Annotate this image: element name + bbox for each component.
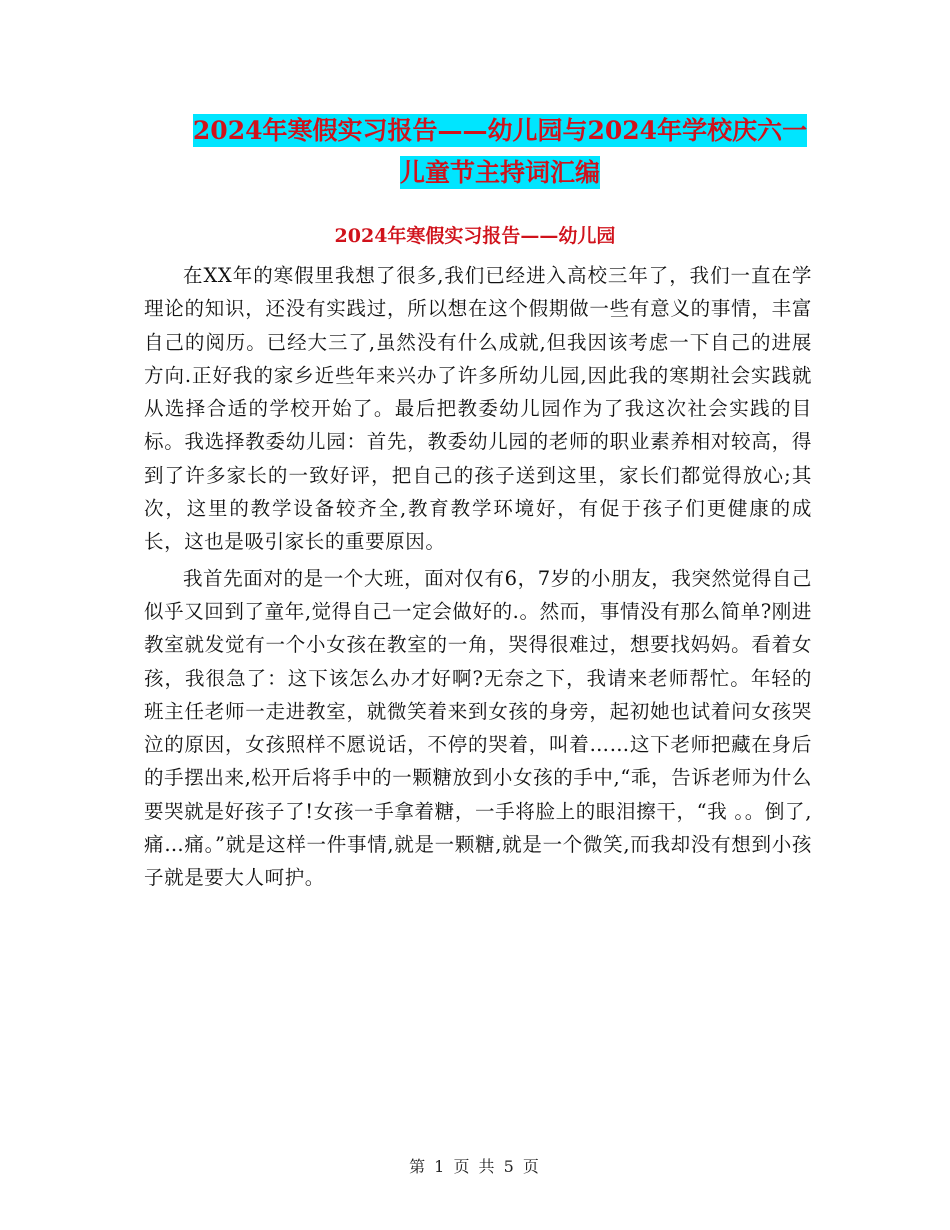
paragraph: 在XX年的寒假里我想了很多,我们已经进入高校三年了，我们一直在学理论的知识，还没有实践过，所以想在这个假期做一些有意义的事情，丰富自己的阅历。已经大三了,虽然没有什么成就,但我因该考虑一下自己的进展方向.正好我的家乡近些年来兴办了许多所幼儿园,因此我的寒期社会实践就从选择合适的学校开始了。最后把教委幼儿园作为了我这次社会实践的目标。我选择教委幼儿园：首先，教委幼儿园的老师的职业素养相对较高，得到了许多家长的一致好评，把自己的孩子送到这里，家长们都觉得放心;其次，这里的教学设备较齐全,教育教学环境好，有促于孩子们更健康的成长，这也是吸引家长的重要原因。 (144, 264, 812, 554)
document-title (140, 110, 860, 194)
page-footer: 第 1 页 共 5 页 (409, 1157, 541, 1176)
body-text (144, 259, 812, 898)
document-title-line1: 2024年寒假实习报告——幼儿园与2024年学校庆六一 (192, 116, 808, 145)
section-title: 2024年寒假实习报告——幼儿园 (334, 225, 616, 247)
document-title-line2: 儿童节主持词汇编 (399, 158, 600, 187)
paragraph: 我首先面对的是一个大班，面对仅有6，7岁的小朋友，我突然觉得自己似乎又回到了童年,觉得自己一定会做好的.。然而，事情没有那么简单?刚进教室就发觉有一个小女孩在教室的一角，哭得很难过，想要找妈妈。看着女孩，我很急了：这下该怎么办才好啊?无奈之下，我请来老师帮忙。年轻的班主任老师一走进教室，就微笑着来到女孩的身旁，起初她也试着问女孩哭泣的原因，女孩照样不愿说话，不停的哭着，叫着……这下老师把藏在身后的手摆出来,松开后将手中的一颗糖放到小女孩的手中,“乖，告诉老师为什么要哭就是好孩子了!女孩一手拿着糖，一手将脸上的眼泪擦干，“我 。。倒了,痛…痛。”就是这样一件事情,就是一颗糖,就是一个微笑,而我却没有想到小孩子就是要大人呵护。 (144, 566, 813, 890)
